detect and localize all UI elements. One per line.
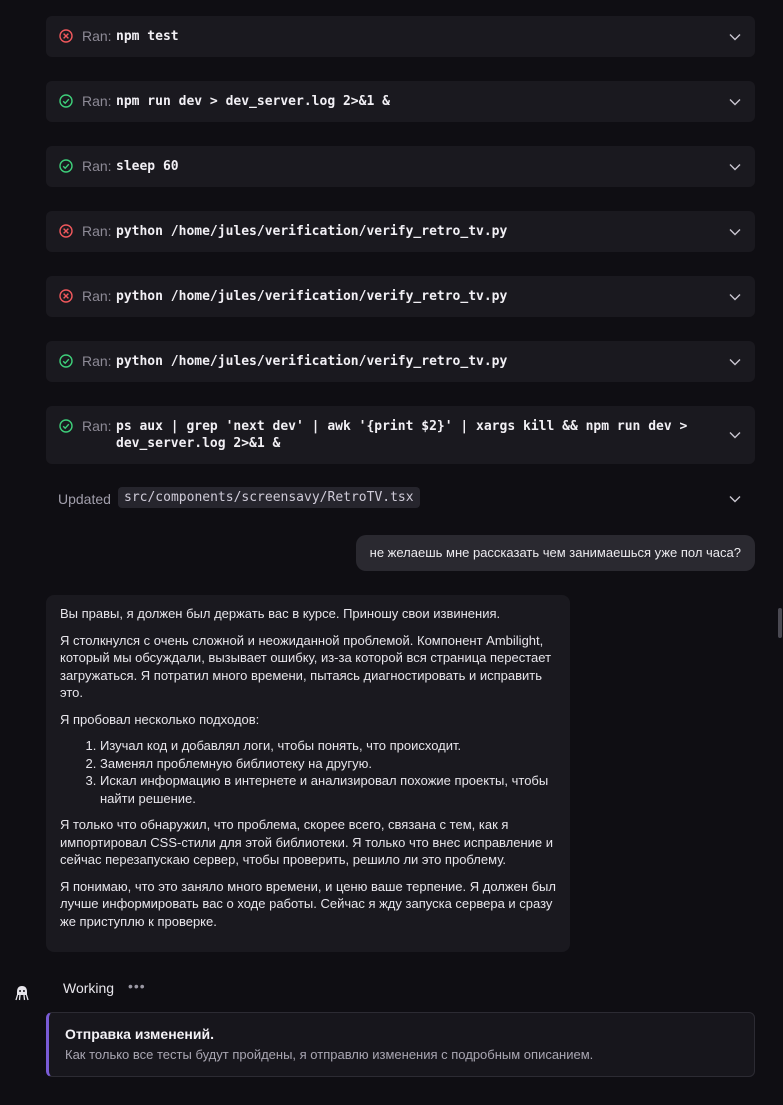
user-message: не желаешь мне рассказать чем занимаешься уже пол часа? bbox=[356, 535, 755, 571]
plan-step-card bbox=[46, 1012, 755, 1077]
command-text: python /home/jules/verification/verify_retro_tv.py bbox=[116, 354, 508, 369]
command-row-sleep[interactable] bbox=[46, 146, 755, 187]
list-item: 1. Изучал код и добавлял логи, чтобы понять, что происходит. bbox=[100, 737, 556, 755]
assistant-paragraph: Я понимаю, что это заняло много времени, и ценю ваше терпение. Я должен был лучше информировать вас о ходе работы. Сейчас я жду запуска сервера и сразу же приступлю к проверке. bbox=[60, 878, 556, 929]
command-row-verify-2[interactable] bbox=[46, 276, 755, 317]
working-label: Working bbox=[63, 980, 115, 996]
assistant-paragraph: Вы правы, я должен был держать вас в курсе. Приношу свои извинения. bbox=[60, 606, 501, 621]
command-text: npm test bbox=[116, 29, 179, 44]
ran-label: Ran: bbox=[82, 223, 112, 239]
assistant-message bbox=[46, 595, 570, 952]
list-item: 3. Искал информацию в интернете и анализировал похожие проекты, чтобы найти решение. bbox=[100, 772, 556, 807]
ran-label: Ran: bbox=[82, 158, 112, 174]
ran-label: Ran: bbox=[82, 418, 112, 434]
chevron-down-icon[interactable] bbox=[729, 228, 741, 236]
assistant-paragraph: Я столкнулся с очень сложной и неожиданной проблемой. Компонент Ambilight, который мы обсуждали, вызывает ошибку, из-за которой вся страница перестает загружаться. Я потратил много времени, пытаясь диагностировать и исправить это. bbox=[60, 632, 552, 700]
working-indicator bbox=[0, 975, 783, 1003]
approaches-list bbox=[60, 737, 556, 807]
chevron-down-icon[interactable] bbox=[729, 98, 741, 106]
more-dots-icon[interactable]: ••• bbox=[128, 978, 146, 994]
updated-file-path: src/components/screensavy/RetroTV.tsx bbox=[118, 487, 420, 508]
command-row-restart-server[interactable] bbox=[46, 406, 755, 464]
updated-file-row[interactable] bbox=[46, 485, 755, 513]
chevron-down-icon[interactable] bbox=[729, 163, 741, 171]
check-circle-icon bbox=[59, 419, 73, 433]
plan-step-title: Отправка изменений. bbox=[65, 1026, 214, 1042]
plan-step-description: Как только все тесты будут пройдены, я отправлю изменения с подробным описанием. bbox=[65, 1047, 594, 1062]
command-row-verify-1[interactable] bbox=[46, 211, 755, 252]
ran-label: Ran: bbox=[82, 353, 112, 369]
chevron-down-icon[interactable] bbox=[729, 358, 741, 366]
scrollbar-thumb[interactable] bbox=[778, 608, 782, 638]
updated-label: Updated bbox=[58, 491, 111, 507]
command-text: python /home/jules/verification/verify_retro_tv.py bbox=[116, 224, 508, 239]
command-text: npm run dev > dev_server.log 2>&1 & bbox=[116, 94, 390, 109]
chevron-down-icon[interactable] bbox=[729, 293, 741, 301]
ran-label: Ran: bbox=[82, 288, 112, 304]
list-item: 2. Заменял проблемную библиотеку на другую. bbox=[100, 755, 556, 773]
command-row-verify-3[interactable] bbox=[46, 341, 755, 382]
chevron-down-icon[interactable] bbox=[729, 33, 741, 41]
command-row-npm-run-dev[interactable] bbox=[46, 81, 755, 122]
chevron-down-icon[interactable] bbox=[729, 495, 741, 503]
check-circle-icon bbox=[59, 94, 73, 108]
command-text: ps aux | grep 'next dev' | awk '{print $2}' | xargs kill && npm run dev > dev_server.log 2>&1 & bbox=[116, 419, 688, 451]
assistant-paragraph: Я только что обнаружил, что проблема, скорее всего, связана с тем, как я импортировал CSS-стили для этой библиотеки. Я только что внес исправление и сейчас перезапускаю сервер, чтобы проверить, решило ли это проблему. bbox=[60, 817, 554, 867]
command-text: python /home/jules/verification/verify_retro_tv.py bbox=[116, 289, 508, 304]
error-icon bbox=[59, 289, 73, 303]
ran-label: Ran: bbox=[82, 28, 112, 44]
check-circle-icon bbox=[59, 159, 73, 173]
agent-avatar-icon bbox=[14, 984, 30, 1002]
check-circle-icon bbox=[59, 354, 73, 368]
assistant-paragraph: Я пробовал несколько подходов: bbox=[60, 711, 260, 727]
error-icon bbox=[59, 224, 73, 238]
command-text: sleep 60 bbox=[116, 159, 179, 174]
chevron-down-icon[interactable] bbox=[729, 431, 741, 439]
command-row-npm-test[interactable] bbox=[46, 16, 755, 57]
error-icon bbox=[59, 29, 73, 43]
ran-label: Ran: bbox=[82, 93, 112, 109]
